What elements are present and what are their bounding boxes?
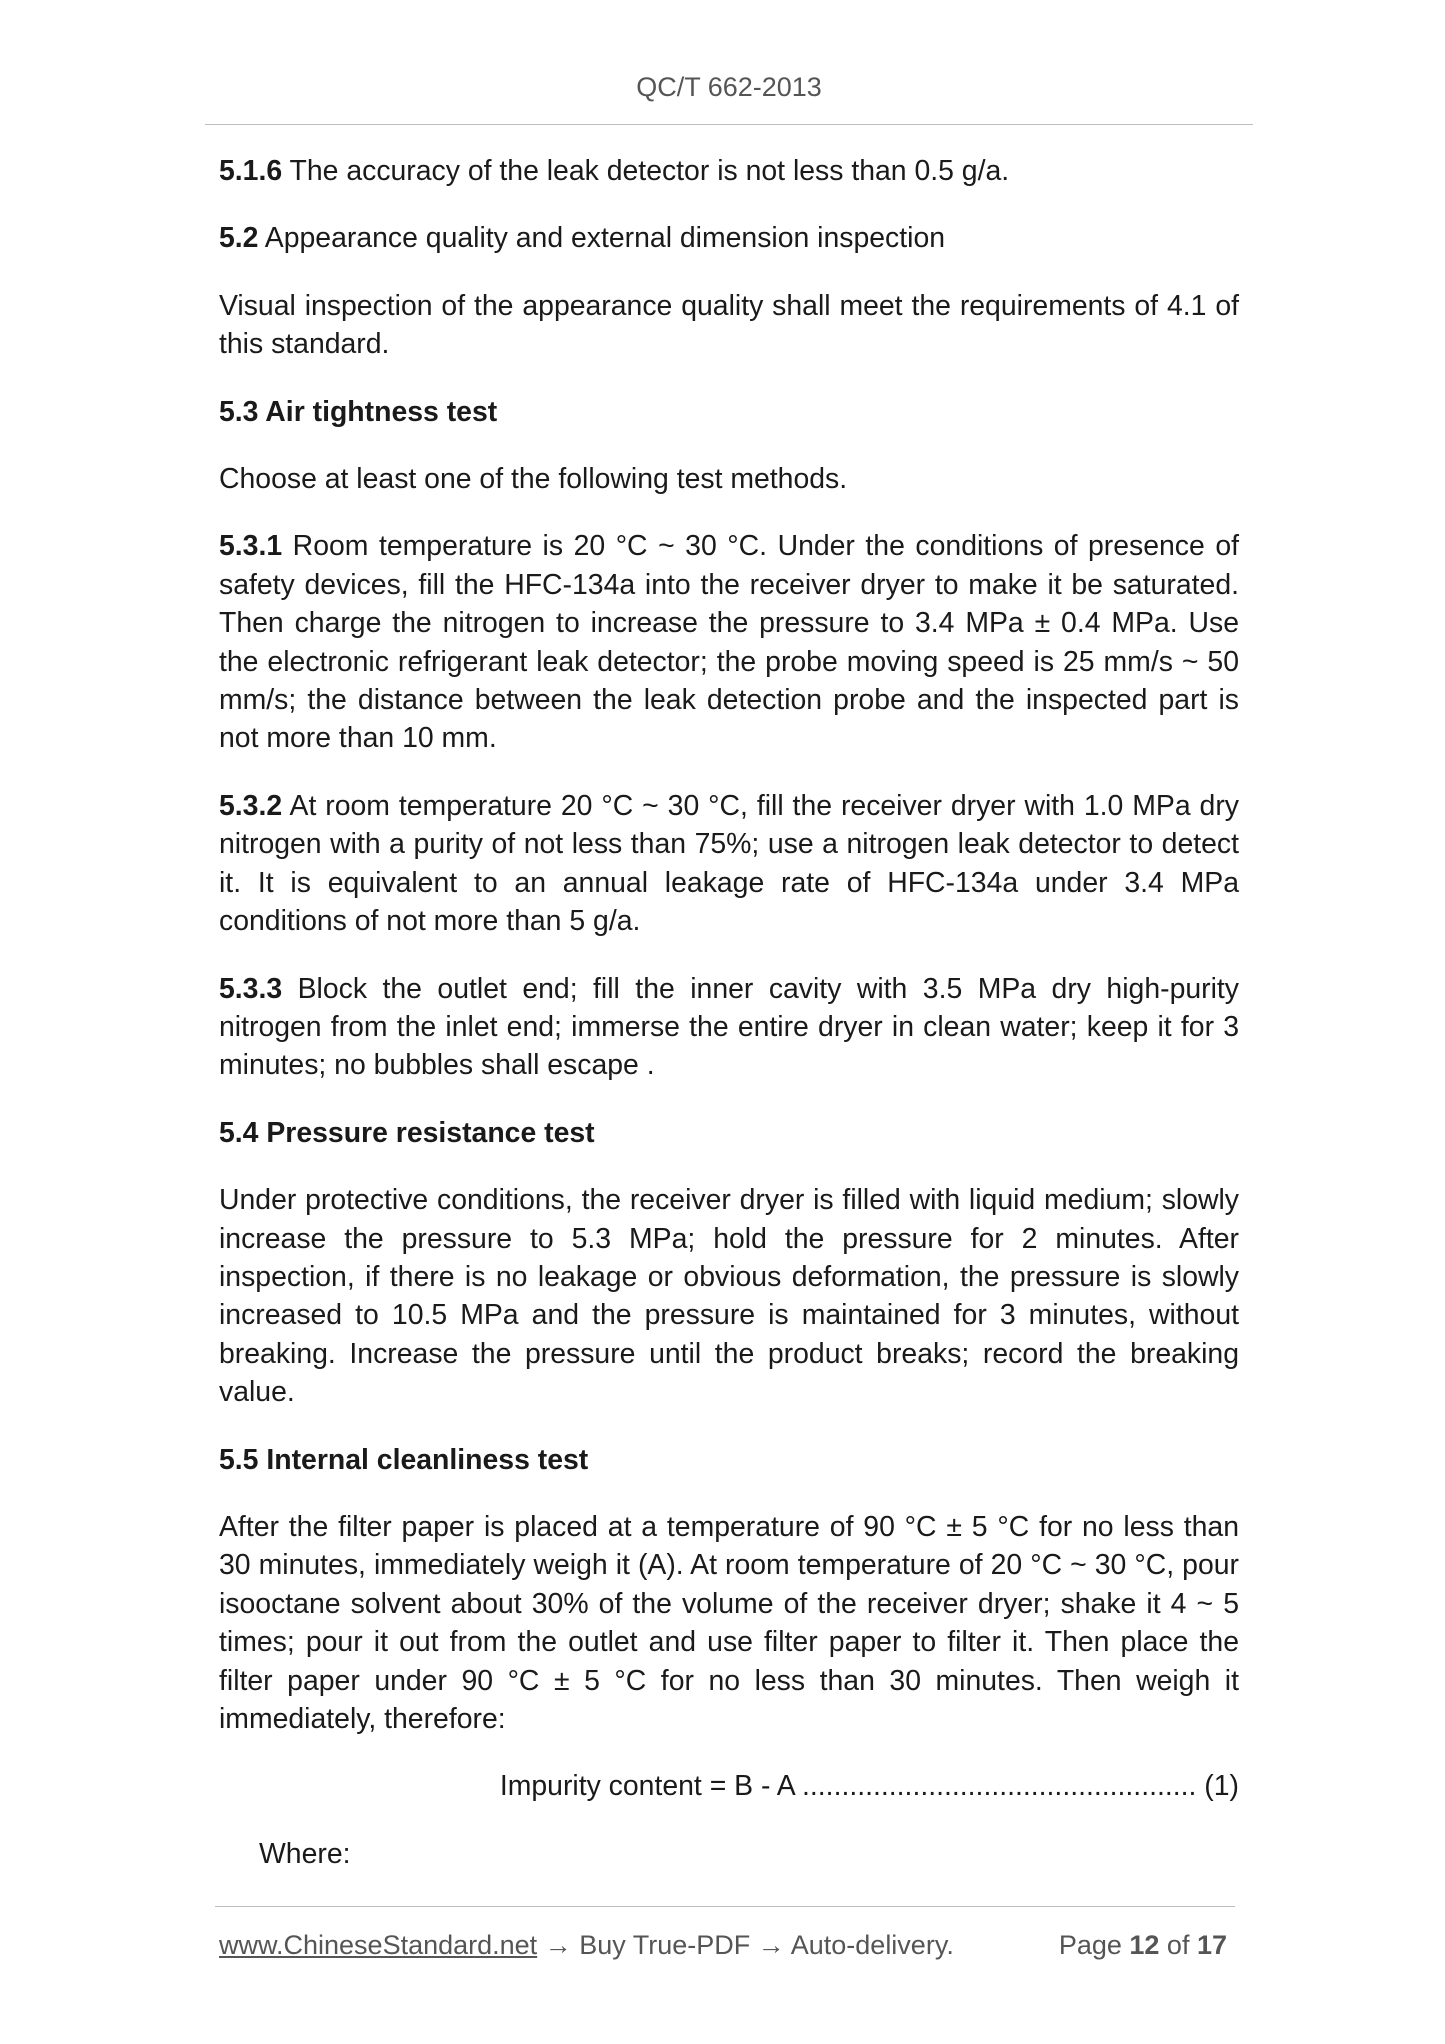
document-body (219, 152, 1239, 1873)
clause-5-3-3 (219, 970, 1239, 1085)
section-heading-5-3: 5.3 Air tightness test (219, 395, 498, 428)
document-id: QC/T 662-2013 (636, 72, 822, 102)
footer-promo-text: → Buy True-PDF → Auto-delivery. (537, 1930, 954, 1960)
clause-number: 5.3.2 (219, 789, 283, 822)
website-link[interactable]: www.ChineseStandard.net (219, 1930, 538, 1960)
clause-5-3-body: Choose at least one of the following test methods. (219, 463, 848, 496)
clause-5-3-1 (219, 527, 1239, 757)
page-current: 12 (1129, 1930, 1160, 1960)
clause-5-3-2 (219, 787, 1239, 941)
formula-1: Impurity content = B - A .................................................. (1) (499, 1770, 1239, 1803)
clause-text: Appearance quality and external dimension inspection (258, 222, 946, 255)
clause-5-2 (219, 219, 1239, 257)
footer-promo (219, 1930, 954, 1961)
clause-number: 5.3.1 (219, 530, 283, 563)
where-label: Where: (259, 1837, 351, 1870)
clause-text: Room temperature is 20 °C ~ 30 °C. Under the conditions of presence of safety devices, fill the HFC-134a into the receiver dryer to make it be saturated. Then charge the nitrogen to increase the pressure to 3.4 MPa ± 0.4 MPa. Use the electronic refrigerant leak detector; the probe moving speed is 25 mm/s ~ 50 mm/s; the distance between the leak detection probe and the inspected part is not more than 10 mm. (219, 530, 1239, 755)
clause-number: 5.1.6 (219, 155, 283, 187)
clause-number: 5.2 (219, 222, 259, 255)
page-of-label: of (1159, 1930, 1197, 1960)
clause-text: Block the outlet end; fill the inner cavity with 3.5 MPa dry high-purity nitrogen from the inlet end; immerse the entire dryer in clean water; keep it for 3 minutes; no bubbles shall escape . (219, 972, 1239, 1082)
page-label: Page (1058, 1930, 1130, 1960)
page-footer (215, 1906, 1235, 1987)
clause-5-1-6 (219, 152, 1239, 190)
page-header (205, 0, 1253, 125)
clause-5-5-body: After the filter paper is placed at a temperature of 90 °C ± 5 °C for no less than 30 minutes, immediately weigh it (A). At room temperature of 20 °C ~ 30 °C, pour isooctane solvent about 30% of the volume of the receiver dryer; shake it 4 ~ 5 times; pour it out from the outlet and use filter paper to filter it. Then place the filter paper under 90 °C ± 5 °C for no less than 30 minutes. Then weigh it immediately, therefore: (219, 1510, 1239, 1735)
clause-text: The accuracy of the leak detector is not less than 0.5 g/a. (282, 155, 1010, 187)
page-number (1059, 1930, 1227, 1961)
section-heading-5-4: 5.4 Pressure resistance test (219, 1116, 595, 1149)
page-total: 17 (1196, 1930, 1227, 1960)
clause-5-4-body: Under protective conditions, the receiver dryer is filled with liquid medium; slowly increase the pressure to 5.3 MPa; hold the pressure for 2 minutes. After inspection, if there is no leakage or obvious deformation, the pressure is slowly increased to 10.5 MPa and the pressure is maintained for 3 minutes, without breaking. Increase the pressure until the product breaks; record the breaking value. (219, 1184, 1239, 1409)
section-heading-5-5: 5.5 Internal cleanliness test (219, 1443, 589, 1476)
clause-text: At room temperature 20 °C ~ 30 °C, fill the receiver dryer with 1.0 MPa dry nitrogen with a purity of not less than 75%; use a nitrogen leak detector to detect it. It is equivalent to an annual leakage rate of HFC-134a under 3.4 MPa conditions of not more than 5 g/a. (219, 789, 1239, 938)
clause-5-2-body: Visual inspection of the appearance quality shall meet the requirements of 4.1 of this standard. (219, 289, 1239, 361)
clause-number: 5.3.3 (219, 972, 283, 1005)
